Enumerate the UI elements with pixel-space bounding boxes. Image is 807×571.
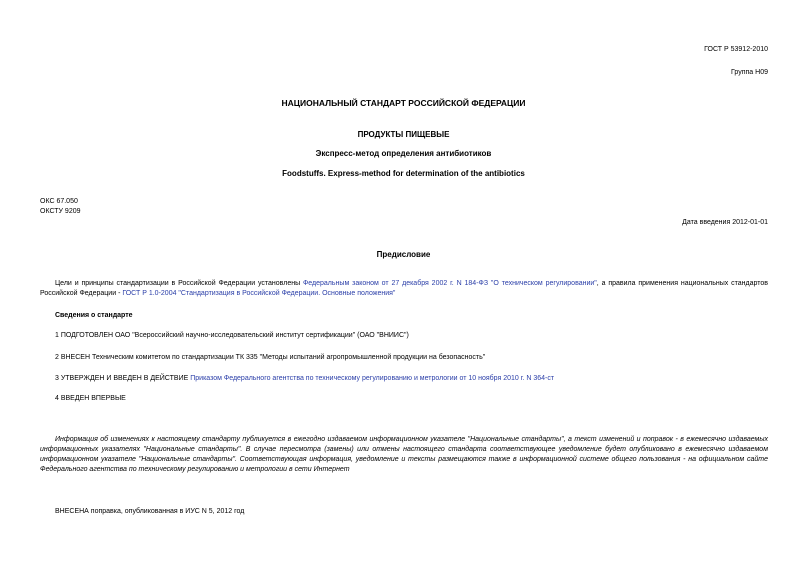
preface-text-1: Цели и принципы стандартизации в Российской Федерации установлены	[55, 280, 303, 287]
item-4: 4 ВВЕДЕН ВПЕРВЫЕ	[55, 395, 126, 402]
preface-text-2: , а правила применения национальных стандартов Российской Федерации -	[40, 280, 769, 298]
order-link[interactable]: Приказом Федерального агентства по техническому регулированию и метрологии от 10 ноября 2010 г. N 364-ст	[190, 375, 555, 382]
national-standard-title: НАЦИОНАЛЬНЫЙ СТАНДАРТ РОССИЙСКОЙ ФЕДЕРАЦИИ	[281, 98, 526, 108]
gost-r-1-0-link[interactable]: ГОСТ Р 1.0-2004 "Стандартизация в Российской Федерации. Основные положения"	[122, 290, 396, 298]
product-title: ПРОДУКТЫ ПИЩЕВЫЕ	[357, 130, 450, 139]
subtitle-en: Foodstuffs. Express-method for determination of the antibiotics	[282, 169, 525, 178]
gost-number: ГОСТ Р 53912-2010	[704, 46, 768, 53]
amendment-note: ВНЕСЕНА поправка, опубликованная в ИУС N 5, 2012 год	[55, 508, 245, 515]
item-1: 1 ПОДГОТОВЛЕН ОАО "Всероссийский научно-исследовательский институт сертификации" (ОАО "ВНИИС")	[55, 332, 409, 339]
oks-code: ОКС 67.050	[40, 198, 78, 205]
okstu-code: ОКСТУ 9209	[40, 208, 81, 215]
preface-heading: Предисловие	[376, 250, 431, 259]
item-3	[55, 374, 554, 384]
preface-paragraph	[40, 279, 768, 299]
group-code: Группа Н09	[731, 69, 768, 76]
federal-law-link[interactable]: Федеральным законом от 27 декабря 2002 г. N 184-ФЗ "О техническом регулировании"	[302, 280, 597, 287]
item-2: 2 ВНЕСЕН Техническим комитетом по стандартизации ТК 335 "Методы испытаний агропромышленной продукции на безопасность"	[55, 354, 486, 361]
about-standard-heading: Сведения о стандарте	[55, 312, 133, 319]
subtitle-ru: Экспресс-метод определения антибиотиков	[315, 149, 492, 158]
info-paragraph: Информация об изменениях к настоящему стандарту публикуется в ежегодно издаваемом информационном указателе "Национальные стандарты", а текст изменений и поправок - в ежемесячно издаваемых информационных указателях "Национальные стандарты". В случае пересмотра (замены) или отмены настоящего стандарта соответствующее уведомление будет опубликовано в ежемесячно издаваемом информационном указателе "Национальные стандарты". Соответствующая информация, уведомление и тексты размещаются также в информационной системе общего пользования - на официальном сайте Федерального агентства по техническому регулированию и метрологии в сети Интернет	[40, 436, 768, 474]
item-3-text: 3 УТВЕРЖДЕН И ВВЕДЕН В ДЕЙСТВИЕ	[55, 375, 191, 382]
effective-date: Дата введения 2012-01-01	[682, 219, 768, 226]
